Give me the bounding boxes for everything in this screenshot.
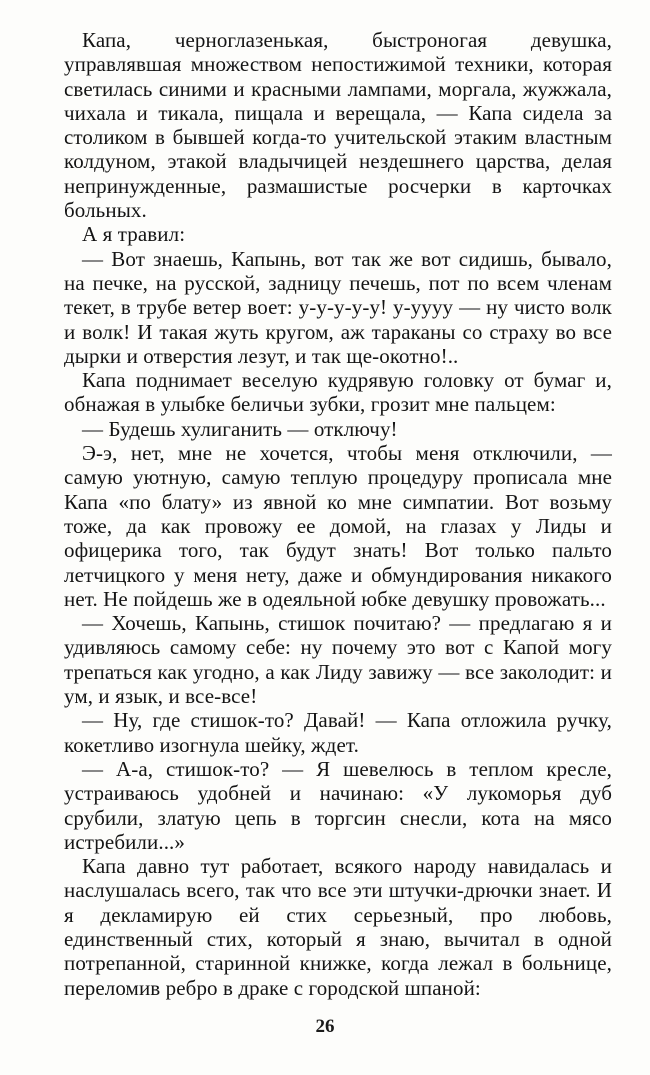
paragraph-6: Э-э, нет, мне не хочется, чтобы меня отключили, — самую уютную, самую теплую процедуру прописала мне Капа «по блату» из явной ко мне симпатии. Вот возьму тоже, да как провожу ее домой, на глазах у Лиды и офицерика того, так будут знать! Вот только пальто летчицкого у меня нету, даже и обмундирования никакого нет. Не пойдешь же в одеяльной юбке девушку провожать... — [64, 441, 612, 611]
paragraph-5: — Будешь хулиганить — отключу! — [82, 416, 398, 441]
paragraph-9: — А-а, стишок-то? — Я шевелюсь в теплом кресле, устраиваюсь удобней и начинаю: «У лукоморья дуб срубили, златую цепь в торгсин снесли, кота на мясо истребили...» — [64, 756, 612, 854]
paragraph-1: Капа, черноглазенькая, быстроногая девушка, управлявшая множеством непостижимой техники, которая светилась синими и красными лампами, моргала, жужжала, чихала и тикала, пищала и верещала, — Капа сидела за столиком в бывшей когда-то учительской этаким властным колдуном, этакой владычицей нездешнего царства, делая непринужденные, размашистые росчерки в карточках больных. — [64, 28, 612, 223]
page-number: 26 — [315, 1016, 335, 1037]
paragraph-3: — Вот знаешь, Капынь, вот так же вот сидишь, бывало, на печке, на русской, задницу печешь, пот по всем членам текет, в трубе ветер воет: у-у-у-у-у! у-уууу — ну чисто волк и волк! И такая жуть кругом, аж тараканы со страху во все дырки и отверстия лезут, и так ще-окотно!.. — [64, 246, 612, 368]
body-text — [64, 28, 612, 1000]
paragraph-2: А я травил: — [82, 222, 186, 247]
paragraph-7: — Хочешь, Капынь, стишок почитаю? — предлагаю я и удивляюсь самому себе: ну почему это вот с Капой могу трепаться как угодно, а как Лиду завижу — все заколодит: и ум, и язык, и все-все! — [64, 611, 612, 709]
paragraph-4: Капа поднимает веселую кудрявую головку от бумаг и, обнажая в улыбке беличьи зубки, грозит мне пальцем: — [64, 368, 612, 417]
paragraph-10: Капа давно тут работает, всякого народу навидалась и наслушалась всего, так что все эти штучки-дрючки знает. И я декламирую ей стих серьезный, про любовь, единственный стих, который я знаю, вычитал в одной потрепанной, старинной книжке, когда лежал в больнице, переломив ребро в драке с городской шпаной: — [64, 854, 612, 1000]
paragraph-8: — Ну, где стишок-то? Давай! — Капа отложила ручку, кокетливо изогнула шейку, ждет. — [64, 708, 612, 757]
